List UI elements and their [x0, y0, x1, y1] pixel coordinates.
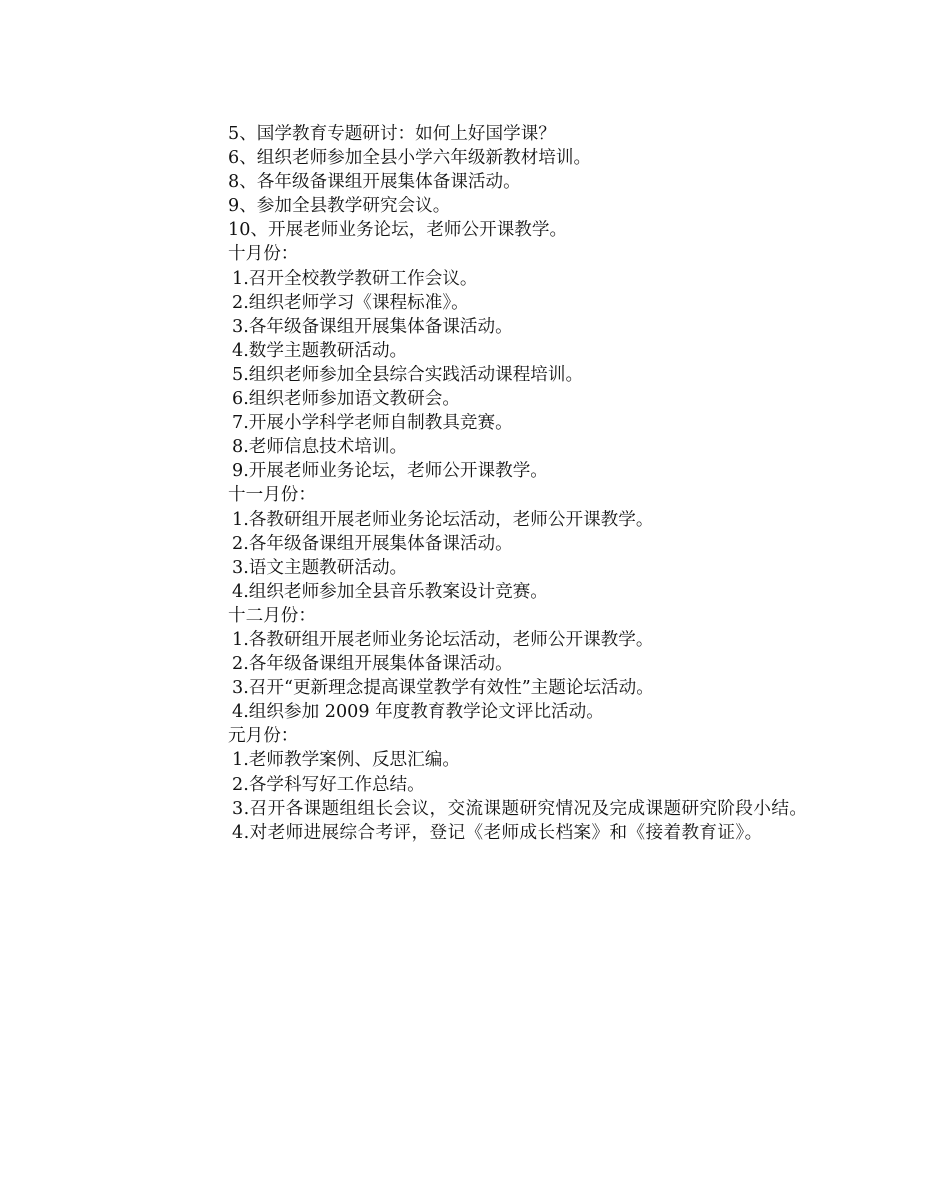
text-paragraph: 4.对老师进展综合考评，登记《老师成长档案》和《接着教育证》。 — [232, 822, 763, 843]
section-heading-january: 元月份： — [228, 726, 299, 747]
text-line: 4.组织参加 2009 年度教育教学论文评比活动。 — [232, 702, 604, 723]
text-line: 5.组织老师参加全县综合实践活动课程培训。 — [232, 364, 584, 385]
text-line: 4.数学主题教研活动。 — [232, 340, 408, 361]
text-line: 7.开展小学科学老师自制教具竞赛。 — [232, 413, 513, 434]
text-line: 6.组织老师参加语文教研会。 — [232, 389, 460, 410]
text-line: 9、参加全县教学研究会议。 — [228, 196, 451, 217]
text-line: 6、组织老师参加全县小学六年级新教材培训。 — [228, 148, 592, 169]
text-line: 2.组织老师学习《课程标准》。 — [232, 292, 469, 313]
text-line: 5、国学教育专题研讨：如何上好国学课？ — [228, 124, 556, 144]
text-line: 2.各学科写好工作总结。 — [232, 774, 425, 795]
document-body — [143, 122, 813, 845]
text-line: 4.组织老师参加全县音乐教案设计竞赛。 — [232, 581, 548, 602]
text-line: 8、各年级备课组开展集体备课活动。 — [228, 172, 521, 193]
text-line: 2.各年级备课组开展集体备课活动。 — [232, 654, 513, 675]
section-heading-december: 十二月份： — [228, 605, 316, 626]
text-line: 1.各教研组开展老师业务论坛活动，老师公开课教学。 — [232, 629, 654, 650]
text-line: 1.老师教学案例、反思汇编。 — [232, 750, 460, 771]
section-heading-october: 十月份： — [228, 244, 299, 265]
text-line: 1.召开全校教学教研工作会议。 — [232, 268, 478, 289]
text-line: 9.开展老师业务论坛，老师公开课教学。 — [232, 461, 548, 482]
text-line: 3.召开“更新理念提高课堂教学有效性”主题论坛活动。 — [232, 678, 654, 699]
text-paragraph: 3.召开各课题组组长会议，交流课题研究情况及完成课题研究阶段小结。 — [232, 798, 808, 819]
text-line: 3.语文主题教研活动。 — [232, 557, 408, 578]
text-line: 2.各年级备课组开展集体备课活动。 — [232, 533, 513, 554]
text-line: 8.老师信息技术培训。 — [232, 437, 408, 458]
text-line: 1.各教研组开展老师业务论坛活动，老师公开课教学。 — [232, 509, 654, 530]
section-heading-november: 十一月份： — [228, 485, 316, 506]
text-line: 10、开展老师业务论坛，老师公开课教学。 — [228, 220, 568, 241]
text-line: 3.各年级备课组开展集体备课活动。 — [232, 316, 513, 337]
